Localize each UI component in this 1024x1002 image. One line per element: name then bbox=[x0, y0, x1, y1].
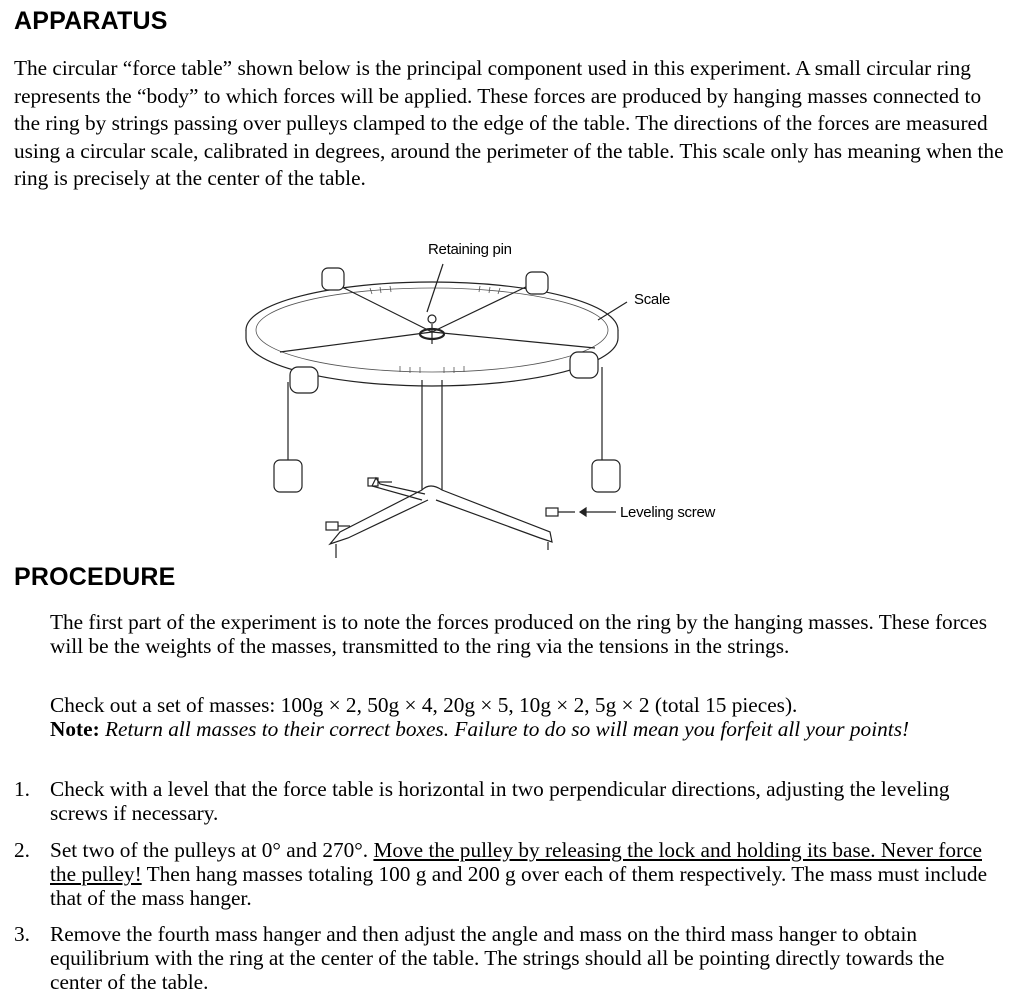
hanging-mass-left bbox=[274, 460, 302, 492]
procedure-paragraph-1: The first part of the experiment is to note the forces produced on the ring by the hanging masses. These forces will be the weights of the masses, transmitted to the ring via the tensions in the strings. bbox=[50, 610, 987, 658]
note bbox=[50, 717, 1010, 741]
hanging-mass-right bbox=[592, 460, 620, 492]
pulley-back-left bbox=[322, 268, 344, 290]
step-number: 2. bbox=[14, 838, 30, 862]
pulley-back-right bbox=[526, 272, 548, 294]
pedestal bbox=[422, 380, 442, 490]
step-number: 3. bbox=[14, 922, 30, 946]
step-text-underlined: Move the pulley by releasing the lock and holding its base. Never force the pulley! bbox=[50, 838, 982, 886]
tripod-base bbox=[330, 478, 552, 544]
label-leveling-screw: Leveling screw bbox=[620, 504, 716, 521]
step-text-post: Then hang masses totaling 100 g and 200 g over each of them respectively. The mass must include that of the mass hanger. bbox=[50, 862, 988, 910]
pulley-left bbox=[290, 367, 318, 393]
mass-set-text: Check out a set of masses: 100g × 2, 50g × 4, 20g × 5, 10g × 2, 5g × 2 (total 15 pieces). bbox=[50, 693, 798, 717]
force-table-figure bbox=[230, 232, 740, 572]
label-scale: Scale bbox=[634, 291, 671, 308]
step-text bbox=[50, 838, 990, 910]
procedure-heading: PROCEDURE bbox=[14, 563, 176, 591]
procedure-paragraph-2 bbox=[50, 693, 1010, 741]
pulley-right bbox=[570, 352, 598, 378]
label-retaining-pin: Retaining pin bbox=[428, 241, 512, 258]
step-text: Remove the fourth mass hanger and then adjust the angle and mass on the third mass hanger to obtain equilibrium with the ring at the center of the table. The strings should all be pointing directly towards the center of the table. bbox=[50, 922, 945, 994]
note-text: Return all masses to their correct boxes. Failure to do so will mean you forfeit all your points! bbox=[99, 717, 910, 741]
step-number: 1. bbox=[14, 777, 30, 801]
apparatus-intro: The circular “force table” shown below is the principal component used in this experiment. A small circular ring represents the “body” to which forces will be applied. These forces are produced by hanging masses connected to the ring by strings passing over pulleys clamped to the edge of the table. The directions of the forces are measured using a circular scale, calibrated in degrees, around the perimeter of the table. This scale only has meaning when the ring is precisely at the center of the table. bbox=[14, 56, 1004, 190]
note-label: Note: bbox=[50, 717, 100, 741]
step-text: Check with a level that the force table is horizontal in two perpendicular directions, adjusting the leveling screws if necessary. bbox=[50, 777, 950, 825]
apparatus-heading: APPARATUS bbox=[14, 7, 168, 35]
step-text-pre: Set two of the pulleys at 0° and 270°. bbox=[50, 838, 374, 862]
